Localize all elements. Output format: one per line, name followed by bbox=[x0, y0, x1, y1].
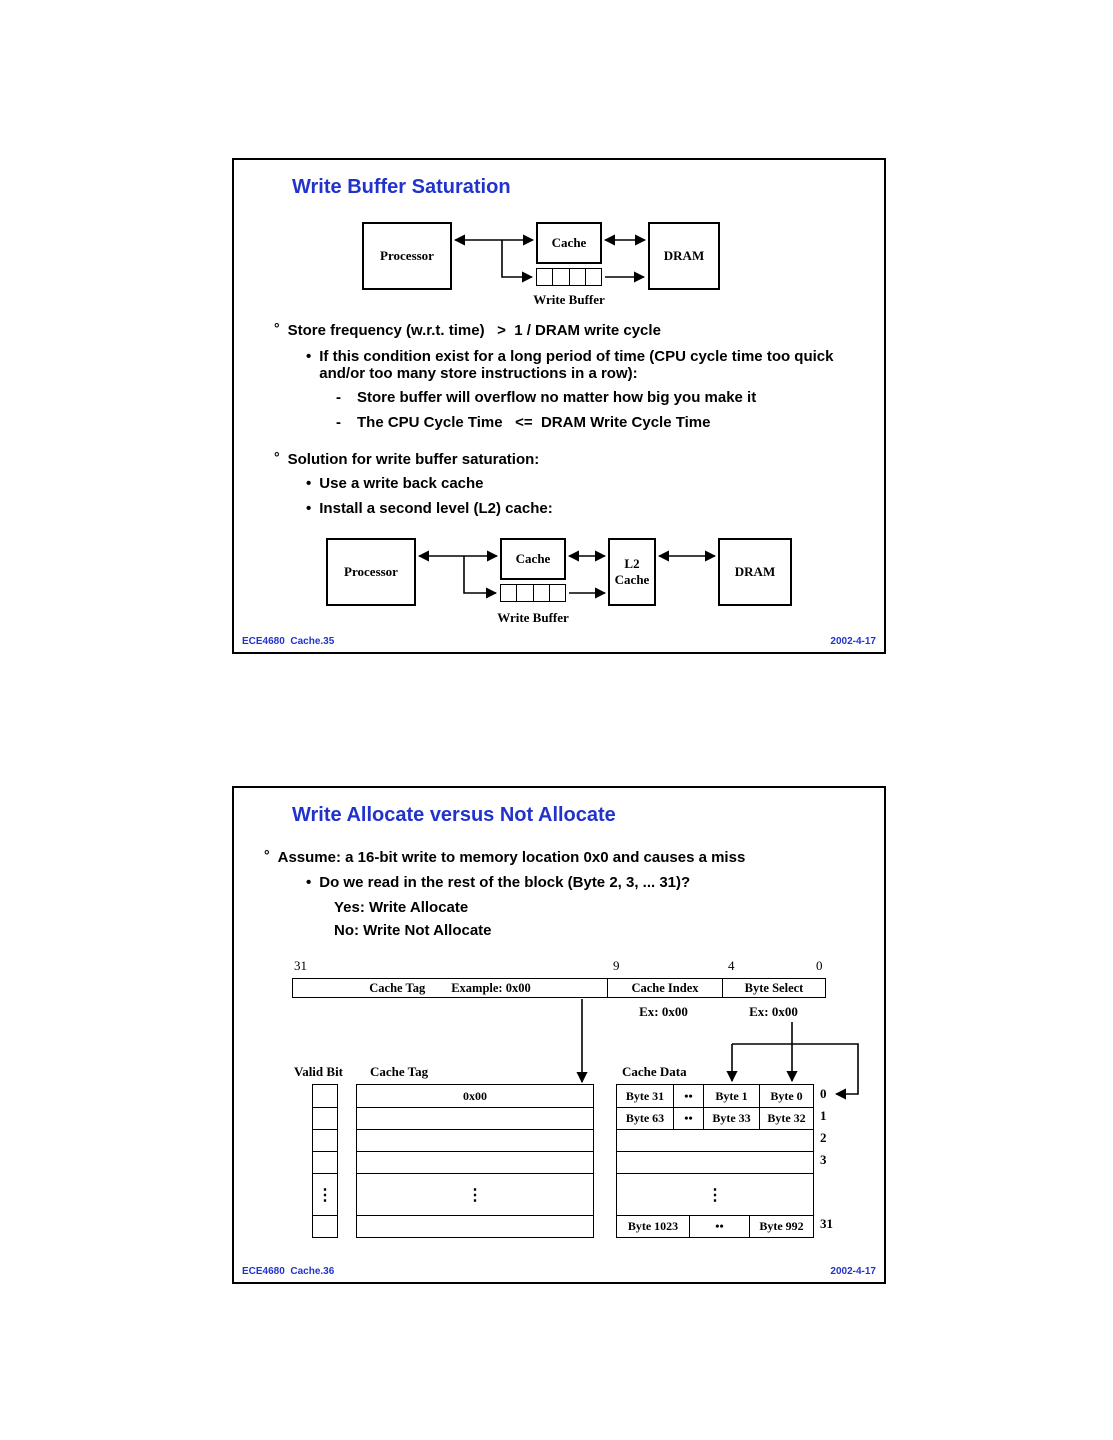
write-buffer-cells bbox=[536, 268, 602, 286]
address-field bbox=[292, 978, 826, 998]
cache-data-ellipsis: ⋮ bbox=[617, 1173, 813, 1215]
slide2-footer-left: ECE4680 Cache.36 bbox=[242, 1266, 335, 1277]
dash-bullet-icon: - bbox=[336, 414, 341, 431]
dash-bullet-icon: - bbox=[336, 389, 341, 406]
cache-tag-row-0: 0x00 bbox=[463, 1088, 487, 1103]
cache-data-row bbox=[617, 1151, 813, 1173]
bullet-l2 bbox=[306, 500, 553, 517]
data-cell: Byte 31 bbox=[625, 1088, 665, 1103]
cache-box bbox=[536, 222, 602, 264]
cache-data-row-1 bbox=[617, 1107, 813, 1129]
bullet-condition-text: If this condition exist for a long period of time (CPU cycle time too quick and/or too many store instructions in a row): bbox=[319, 348, 838, 383]
data-cell: Byte 33 bbox=[703, 1108, 759, 1129]
cache-tag-example: Example: 0x00 bbox=[451, 980, 531, 995]
cache-tag-row bbox=[357, 1129, 593, 1151]
write-buffer-cells-2 bbox=[500, 584, 566, 602]
data-cell: Byte 1023 bbox=[627, 1219, 679, 1233]
processor-label: Processor bbox=[344, 564, 398, 579]
valid-bit-cell bbox=[313, 1151, 337, 1173]
processor-box-2 bbox=[326, 538, 416, 606]
byte-select-field-label: Byte Select bbox=[744, 980, 804, 995]
write-buffer-label-2: Write Buffer bbox=[497, 610, 569, 625]
bullet-store-frequency bbox=[274, 322, 661, 339]
bullet-no bbox=[334, 922, 492, 939]
dot-bullet-icon: • bbox=[306, 874, 312, 891]
row-index-2: 2 bbox=[820, 1130, 827, 1145]
write-buffer-cell bbox=[569, 269, 585, 285]
slide1-footer-right: 2002-4-17 bbox=[830, 636, 876, 647]
bullet-assume-text: Assume: a 16-bit write to memory location 0x0 and causes a miss bbox=[277, 849, 746, 866]
processor-box bbox=[362, 222, 452, 290]
slide2-footer-right: 2002-4-17 bbox=[830, 1266, 876, 1277]
cache-index-field-label: Cache Index bbox=[631, 980, 699, 995]
bullet-write-back-text: Use a write back cache bbox=[319, 475, 484, 492]
bullet-cycle-time bbox=[336, 414, 710, 431]
write-buffer-cell bbox=[585, 269, 601, 285]
valid-bit-label: Valid Bit bbox=[294, 1064, 344, 1079]
write-buffer-label: Write Buffer bbox=[533, 292, 605, 307]
bit-4: 4 bbox=[728, 958, 735, 973]
slide1-footer-left: ECE4680 Cache.35 bbox=[242, 636, 335, 647]
degree-bullet-icon: ° bbox=[274, 449, 280, 465]
bullet-solution-text: Solution for write buffer saturation: bbox=[287, 451, 540, 468]
row-index-3: 3 bbox=[820, 1152, 827, 1167]
byte-select-example: Ex: 0x00 bbox=[749, 1004, 798, 1019]
cache-data-row-31 bbox=[617, 1215, 813, 1237]
bullet-overflow bbox=[336, 389, 756, 406]
bullet-question bbox=[306, 874, 690, 891]
arrow-into-write-buffer-2 bbox=[464, 556, 496, 593]
data-cell: Byte 0 bbox=[759, 1085, 813, 1107]
data-cell: Byte 32 bbox=[759, 1108, 813, 1129]
write-buffer-cell bbox=[549, 585, 565, 601]
cache-tag-row bbox=[357, 1215, 593, 1237]
dram-box bbox=[648, 222, 720, 290]
cache-tag-field-label: Cache Tag bbox=[369, 980, 426, 995]
write-buffer-cell bbox=[501, 585, 516, 601]
bullet-question-text: Do we read in the rest of the block (Byte 2, 3, ... 31)? bbox=[319, 874, 691, 891]
data-cell-dots: •• bbox=[689, 1216, 749, 1237]
data-cell: Byte 63 bbox=[625, 1111, 665, 1125]
valid-bit-cell bbox=[313, 1085, 337, 1107]
cache-box-2 bbox=[500, 538, 566, 580]
row-index-31: 31 bbox=[820, 1216, 833, 1231]
row-index-1: 1 bbox=[820, 1108, 827, 1123]
bullet-no-text: No: Write Not Allocate bbox=[334, 922, 492, 939]
bullet-store-frequency-text: Store frequency (w.r.t. time) > 1 / DRAM write cycle bbox=[287, 322, 661, 339]
bullet-l2-text: Install a second level (L2) cache: bbox=[319, 500, 553, 517]
slide1-title: Write Buffer Saturation bbox=[292, 176, 511, 198]
cache-label: Cache bbox=[551, 235, 587, 250]
bit-9: 9 bbox=[613, 958, 620, 973]
dot-bullet-icon: • bbox=[306, 475, 312, 492]
row-index-0: 0 bbox=[820, 1086, 827, 1101]
bullet-condition bbox=[306, 348, 854, 383]
cache-tag-row bbox=[357, 1107, 593, 1129]
bit-0: 0 bbox=[816, 958, 823, 973]
write-buffer-cell bbox=[537, 269, 552, 285]
bullet-overflow-text: Store buffer will overflow no matter how big you make it bbox=[357, 389, 757, 406]
write-buffer-cell bbox=[533, 585, 549, 601]
l2-cache-box bbox=[608, 538, 656, 606]
write-buffer-cell bbox=[552, 269, 568, 285]
l2-label-line1: L2 bbox=[624, 556, 640, 571]
data-cell: Byte 1 bbox=[703, 1085, 759, 1107]
cache-index-field bbox=[607, 979, 722, 997]
valid-bit-cell bbox=[313, 1215, 337, 1237]
cache-tag-table bbox=[356, 1084, 594, 1238]
dram-box-2 bbox=[718, 538, 792, 606]
bit-31: 31 bbox=[294, 958, 307, 973]
slide-write-allocate bbox=[232, 786, 886, 1284]
dot-bullet-icon: • bbox=[306, 348, 312, 365]
cache-data-row bbox=[617, 1129, 813, 1151]
byte-select-field bbox=[722, 979, 825, 997]
bullet-cycle-time-text: The CPU Cycle Time <= DRAM Write Cycle Time bbox=[357, 414, 711, 431]
write-buffer-cell bbox=[516, 585, 532, 601]
processor-label: Processor bbox=[380, 248, 434, 263]
degree-bullet-icon: ° bbox=[264, 847, 270, 863]
cache-data-row-0 bbox=[617, 1085, 813, 1107]
cache-tag-ellipsis: ⋮ bbox=[357, 1173, 593, 1215]
dram-label: DRAM bbox=[663, 248, 705, 263]
dot-bullet-icon: • bbox=[306, 500, 312, 517]
cache-tag-field bbox=[293, 979, 607, 997]
cache-tag-column-label: Cache Tag bbox=[370, 1064, 429, 1079]
cache-label: Cache bbox=[515, 551, 551, 566]
valid-bit-cell bbox=[313, 1129, 337, 1151]
degree-bullet-icon: ° bbox=[274, 320, 280, 336]
bullet-solution bbox=[274, 451, 539, 468]
bullet-write-back bbox=[306, 475, 484, 492]
valid-bit-ellipsis: ⋮ bbox=[313, 1173, 337, 1215]
cache-tag-row bbox=[357, 1151, 593, 1173]
l2-label-line2: Cache bbox=[614, 572, 650, 587]
bullet-yes-text: Yes: Write Allocate bbox=[334, 899, 469, 916]
bullet-assume bbox=[264, 849, 745, 866]
dram-label: DRAM bbox=[734, 564, 776, 579]
cache-index-example: Ex: 0x00 bbox=[639, 1004, 688, 1019]
data-cell-dots: •• bbox=[673, 1108, 703, 1129]
bullet-yes bbox=[334, 899, 468, 916]
data-cell: Byte 992 bbox=[749, 1216, 813, 1237]
cache-data-table bbox=[616, 1084, 814, 1238]
valid-bit-column bbox=[312, 1084, 338, 1238]
valid-bit-cell bbox=[313, 1107, 337, 1129]
arrow-into-write-buffer bbox=[502, 240, 532, 277]
slide2-title: Write Allocate versus Not Allocate bbox=[292, 804, 616, 826]
data-cell-dots: •• bbox=[673, 1085, 703, 1107]
cache-data-column-label: Cache Data bbox=[622, 1064, 687, 1079]
slide-write-buffer-saturation bbox=[232, 158, 886, 654]
